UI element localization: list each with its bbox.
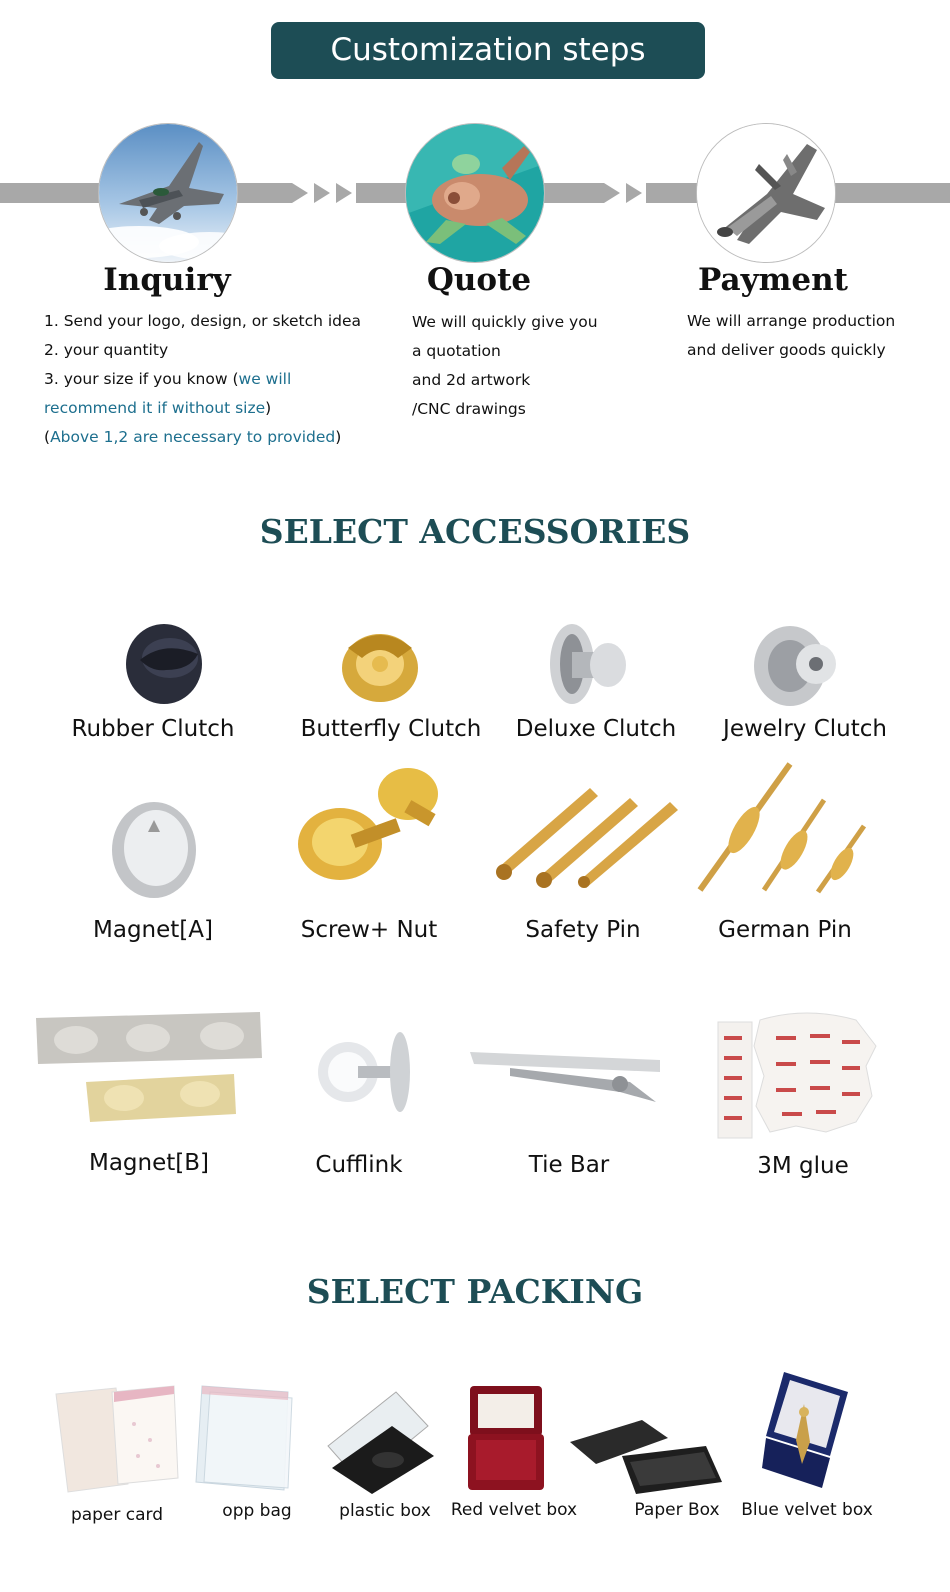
section-title-packing: SELECT PACKING xyxy=(306,1272,644,1311)
step-text-fragment: 2. your quantity xyxy=(44,341,169,359)
step-text-line xyxy=(412,337,642,366)
step-text-line xyxy=(412,366,642,395)
magnet-b-icon xyxy=(36,1010,266,1130)
rubber-clutch-icon xyxy=(120,620,210,710)
section-title-accessories: SELECT ACCESSORIES xyxy=(259,512,691,551)
step-text-line xyxy=(44,336,374,365)
accessory-label: Magnet[B] xyxy=(88,1150,209,1176)
step-text-highlight: we will xyxy=(238,370,292,388)
plastic-box-icon xyxy=(322,1386,438,1496)
step-text-fragment: ( xyxy=(44,428,51,446)
deluxe-clutch-icon xyxy=(546,620,632,708)
step-text-highlight: recommend it if without size xyxy=(44,399,266,417)
step-text-fragment: 3. your size if you know ( xyxy=(44,370,239,388)
metal-jet-pin-icon xyxy=(696,123,836,263)
packing-label: Red velvet box xyxy=(450,1500,578,1520)
accessory-label: Butterfly Clutch xyxy=(300,716,482,742)
accessory-label: 3M glue xyxy=(757,1153,849,1179)
step-text-line xyxy=(44,307,374,336)
step-text-fragment: and deliver goods quickly xyxy=(687,341,886,359)
packing-label: Paper Box xyxy=(634,1500,720,1520)
chevron-right-icon xyxy=(314,183,330,203)
3d-airplane-model-icon xyxy=(405,123,545,263)
step-text-fragment: ) xyxy=(335,428,342,446)
chevron-right-icon xyxy=(292,183,308,203)
accessory-label: Screw+ Nut xyxy=(300,917,438,943)
step-text-line xyxy=(412,308,642,337)
step-text-fragment: 1. Send your logo, design, or sketch idea xyxy=(44,312,362,330)
chevron-right-icon xyxy=(604,183,620,203)
butterfly-clutch-icon xyxy=(338,618,424,708)
packing-label: plastic box xyxy=(339,1501,431,1521)
accessory-label: Cufflink xyxy=(315,1152,403,1178)
chevron-right-icon xyxy=(626,183,642,203)
step-text-payment xyxy=(687,307,937,365)
step-text-inquiry xyxy=(44,307,374,452)
red-velvet-box-icon xyxy=(466,1384,546,1492)
step-text-line xyxy=(687,307,937,336)
tie-bar-icon xyxy=(470,1046,666,1110)
paper-card-icon xyxy=(54,1384,182,1496)
step-text-fragment: and 2d artwork xyxy=(412,371,531,389)
accessory-label: Deluxe Clutch xyxy=(515,716,677,742)
step-text-quote xyxy=(412,308,642,424)
safety-pin-icon xyxy=(494,778,690,888)
blue-velvet-box-icon xyxy=(760,1368,852,1492)
step-text-fragment: /CNC drawings xyxy=(412,400,526,418)
screw-nut-icon xyxy=(296,764,456,894)
packing-label: paper card xyxy=(70,1505,164,1525)
chevron-right-icon xyxy=(336,183,352,203)
accessory-label: Rubber Clutch xyxy=(71,716,235,742)
step-text-line xyxy=(412,395,642,424)
accessory-label: Tie Bar xyxy=(528,1152,610,1178)
german-pin-icon xyxy=(694,760,890,900)
packing-label: Blue velvet box xyxy=(741,1500,873,1520)
accessory-label: Safety Pin xyxy=(525,917,641,943)
cufflink-icon xyxy=(318,1030,414,1114)
fighter-jet-photo-icon xyxy=(98,123,238,263)
step-text-line xyxy=(687,336,937,365)
step-text-line xyxy=(44,423,374,452)
step-title-quote: Quote xyxy=(426,262,532,298)
packing-label: opp bag xyxy=(222,1501,292,1521)
step-text-line xyxy=(44,365,374,394)
step-text-fragment: ) xyxy=(265,399,272,417)
paper-box-icon xyxy=(566,1416,724,1496)
page-title-banner: Customization steps xyxy=(271,22,705,79)
step-text-highlight: Above 1,2 are necessary to provided xyxy=(50,428,336,446)
magnet-a-icon xyxy=(110,800,200,900)
step-text-line xyxy=(44,394,374,423)
step-text-fragment: We will arrange production xyxy=(687,312,896,330)
step-text-fragment: a quotation xyxy=(412,342,501,360)
accessory-label: Magnet[A] xyxy=(93,917,213,943)
accessory-label: German Pin xyxy=(718,917,852,943)
3m-glue-icon xyxy=(716,1006,880,1140)
step-title-inquiry: Inquiry xyxy=(103,262,231,298)
step-text-fragment: We will quickly give you xyxy=(412,313,598,331)
step-title-payment: Payment xyxy=(698,262,848,298)
accessory-label: Jewelry Clutch xyxy=(723,716,887,742)
opp-bag-icon xyxy=(192,1384,298,1492)
jewelry-clutch-icon xyxy=(750,620,842,710)
